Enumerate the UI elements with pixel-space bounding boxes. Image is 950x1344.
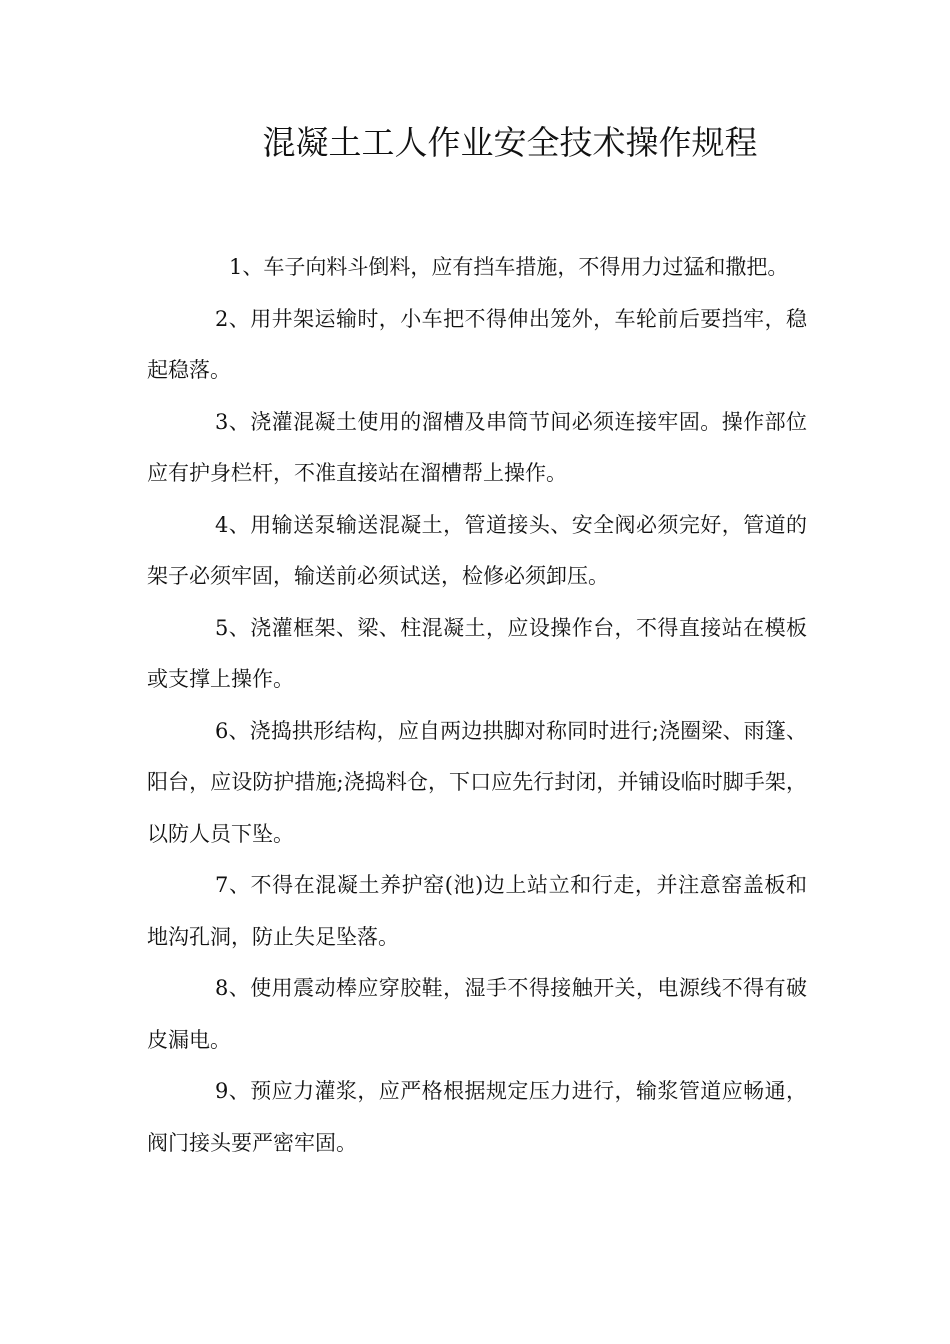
paragraph-2: 2、用井架运输时，小车把不得伸出笼外，车轮前后要挡牢，稳起稳落。	[147, 306, 807, 382]
paragraph-6: 6、浇捣拱形结构，应自两边拱脚对称同时进行;浇圈梁、雨篷、阳台，应设防护措施;浇捣料仓，下口应先行封闭，并铺设临时脚手架，以防人员下坠。	[147, 718, 807, 846]
paragraph-1: 1、车子向料斗倒料，应有挡车措施，不得用力过猛和撒把。	[229, 255, 789, 279]
paragraph-5: 5、浇灌框架、梁、柱混凝土，应设操作台，不得直接站在模板或支撑上操作。	[147, 615, 807, 691]
paragraph-3: 3、浇灌混凝土使用的溜槽及串筒节间必须连接牢固。操作部位应有护身栏杆，不准直接站在溜槽帮上操作。	[147, 409, 807, 485]
paragraph-8: 8、使用震动棒应穿胶鞋，湿手不得接触开关，电源线不得有破皮漏电。	[147, 976, 807, 1052]
paragraph-4: 4、用输送泵输送混凝土，管道接头、安全阀必须完好，管道的架子必须牢固，输送前必须试送，检修必须卸压。	[147, 512, 807, 588]
paragraph-7: 7、不得在混凝土养护窑(池)边上站立和行走，并注意窑盖板和地沟孔洞，防止失足坠落。	[147, 873, 807, 949]
paragraph-9: 9、预应力灌浆，应严格根据规定压力进行，输浆管道应畅通，阀门接头要严密牢固。	[147, 1079, 807, 1155]
document-title: 混凝土工人作业安全技术操作规程	[262, 123, 758, 162]
document-body	[147, 242, 807, 1169]
